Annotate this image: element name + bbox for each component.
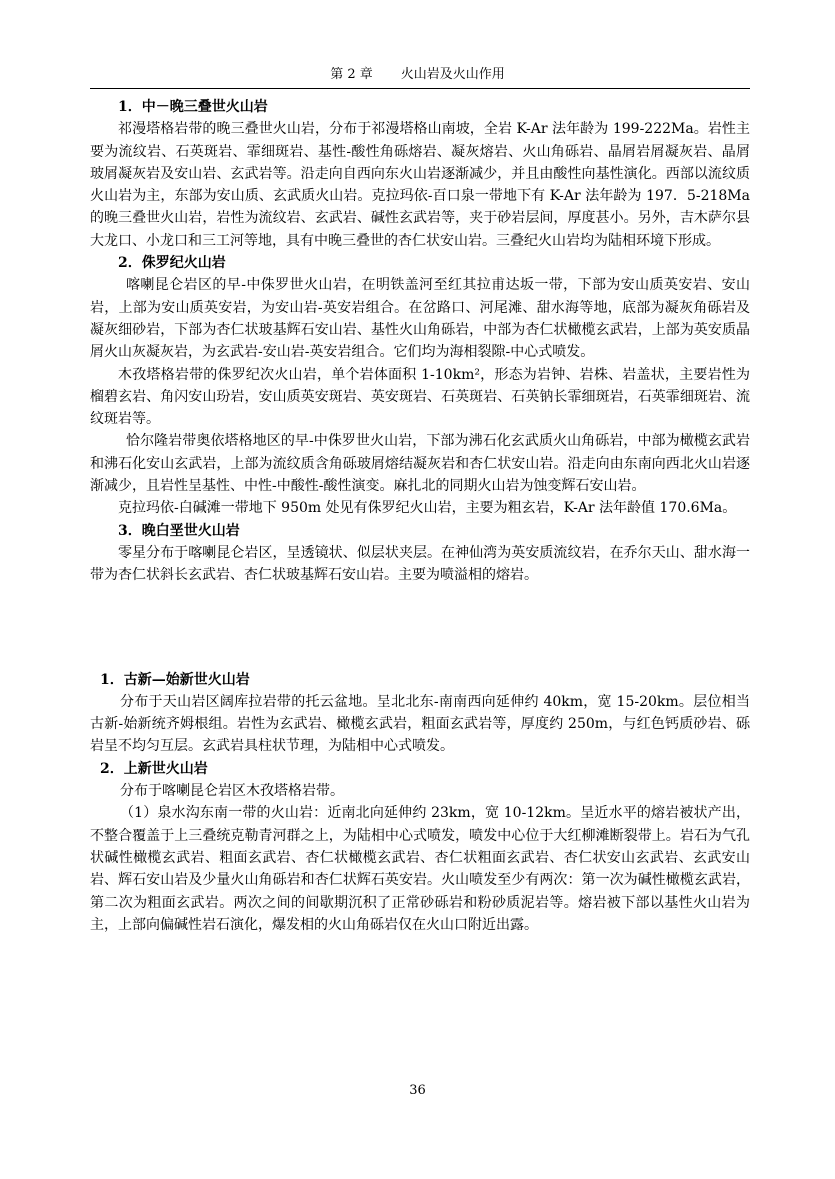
paragraph: 分布于喀喇昆仑岩区木孜塔格岩带。 (120, 783, 344, 800)
section-heading-triassic: 1．中－晚三叠世火山岩 (118, 99, 268, 115)
section-heading-jurassic: 2．侏罗纪火山岩 (118, 255, 226, 272)
section-heading-2-4-2 (90, 601, 750, 631)
paragraph: 恰尔隆岩带奥依塔格地区的早-中侏罗世火山岩，下部为沸石化玄武质火山角砾岩，中部为橄榄玄武岩和沸石化安山玄武岩，上部为流纹质含角砾玻屑熔结凝灰岩和杏仁状安山岩。沿走向由东南向西北火山岩逐渐减少，且岩性呈基性、中性-中酸性-酸性演变。麻扎北的同期火山岩为蚀变辉石安山岩。 (90, 433, 750, 495)
header-rule (90, 88, 750, 89)
header-chapter: 第 2 章 (330, 67, 373, 82)
section-heading-cretaceous: 3．晚白垩世火山岩 (118, 522, 240, 539)
section-heading-pliocene: 2．上新世火山岩 (100, 760, 208, 777)
paragraph: 零星分布于喀喇昆仑岩区，呈透镜状、似层状夹层。在神仙湾为英安质流纹岩，在乔尔天山、甜水海一带为杏仁状斜长玄武岩、杏仁状玻基辉石安山岩。主要为喷溢相的熔岩。 (90, 544, 750, 584)
paragraph: 分布于天山岩区阔库拉岩带的托云盆地。呈北北东-南南西向延伸约 40km，宽 15-20km。层位相当古新-始新统齐姆根组。岩性为玄武岩、橄榄玄武岩，粗面玄武岩等，厚度约 250m，与红色钙质砂岩、砾岩呈不均匀互层。玄武岩具柱状节理，为陆相中心式喷发。 (90, 693, 750, 755)
running-header (90, 66, 745, 84)
section-heading-paleocene-eocene: 1．古新—始新世火山岩 (100, 671, 250, 688)
paragraph: （1）泉水沟东南一带的火山岩：近南北向延伸约 23km，宽 10-12km。呈近水平的熔岩被状产出，不整合覆盖于上三叠统克勒青河群之上，为陆相中心式喷发，喷发中心位于大红柳滩断裂带上。岩石为气孔状碱性橄榄玄武岩、粗面玄武岩、杏仁状橄榄玄武岩、杏仁状粗面玄武岩、杏仁状安山玄武岩、玄武安山岩、辉石安山岩及少量火山角砾岩和杏仁状辉石英安岩。火山喷发至少有两次：第一次为碱性橄榄玄武岩，第二次为粗面玄武岩。两次之间的间歇期沉积了正常砂砾岩和粉砂质泥岩等。熔岩被下部以基性火山岩为主，上部向偏碱性岩石演化，爆发相的火山角砾岩仅在火山口附近出露。 (90, 805, 750, 933)
paragraph: 喀喇昆仑岩区的早-中侏罗世火山岩，在明铁盖河至红其拉甫达坂一带，下部为安山质英安岩、安山岩，上部为安山质英安岩，为安山岩-英安岩组合。在岔路口、河尾滩、甜水海等地，底部为凝灰角砾岩及凝灰细砂岩，下部为杏仁状玻基辉石安山岩、基性火山角砾岩，中部为杏仁状橄榄玄武岩，上部为英安质晶屑火山灰凝灰岩，为玄武岩-安山岩-英安岩组合。它们均为海相裂隙-中心式喷发。 (90, 277, 750, 361)
paragraph: 祁漫塔格岩带的晚三叠世火山岩，分布于祁漫塔格山南坡，全岩 K-Ar 法年龄为 199-222Ma。岩性主要为流纹岩、石英斑岩、霏细斑岩、基性-酸性角砾熔岩、凝灰熔岩、火山角砾岩、晶屑岩屑凝灰岩、晶屑玻屑凝灰岩及安山岩、玄武岩等。沿走向自西向东火山岩逐渐减少，并且由酸性向基性演化。西部以流纹质火山岩为主，东部为安山质、玄武质火山岩。克拉玛依-百口泉一带地下有 K-Ar 法年龄为 197．5-218Ma 的晚三叠世火山岩，岩性为流纹岩、玄武岩、碱性玄武岩等，夹于砂岩层间，厚度甚小。另外，吉木萨尔县大龙口、小龙口和三工河等地，具有中晚三叠世的杏仁状安山岩。三叠纪火山岩均为陆相环境下形成。 (90, 121, 750, 249)
paragraph: 木孜塔格岩带的侏罗纪次火山岩，单个岩体面积 1-10km²，形态为岩钟、岩株、岩盖状，主要岩性为榴碧玄岩、角闪安山玢岩，安山质英安斑岩、英安斑岩、石英斑岩、石英钠长霏细斑岩，石英霏细斑岩、流纹斑岩等。 (90, 366, 750, 428)
paragraph: 克拉玛依-白碱滩一带地下 950m 处见有侏罗纪火山岩，主要为粗玄岩，K-Ar 法年龄值 170.6Ma。 (118, 500, 737, 517)
header-title: 火山岩及火山作用 (400, 67, 505, 82)
page-body (90, 96, 750, 936)
page-number: 36 (409, 1083, 426, 1098)
